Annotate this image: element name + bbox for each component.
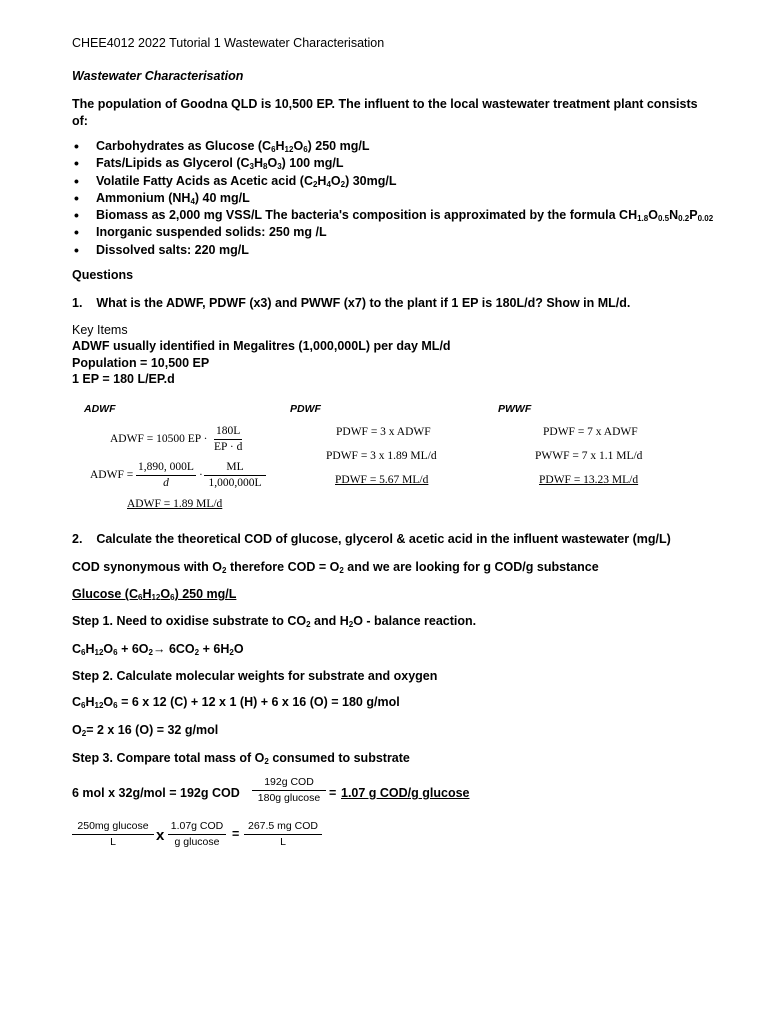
subscript: 12	[151, 593, 161, 602]
item-text: O	[293, 139, 304, 153]
item-text: Dissolved salts: 220 mg/L	[96, 242, 249, 257]
text: O	[103, 642, 114, 656]
pdwf-heading: PDWF	[290, 403, 321, 415]
adwf-heading: ADWF	[84, 403, 116, 415]
list-item	[72, 207, 713, 224]
list-item	[72, 224, 713, 241]
glucose-molecular-weight	[72, 695, 400, 709]
adwf-eq2-fraction-2	[204, 460, 266, 491]
subscript: 12	[284, 145, 294, 154]
section-title: Wastewater Characterisation	[72, 69, 244, 83]
adwf-eq1-fraction	[214, 424, 242, 455]
item-text: P	[689, 208, 698, 223]
subscript: 0.5	[657, 214, 670, 224]
intro-line-1: The population of Goodna QLD is 10,500 EP. The influent to the local wastewater treatment plant consists	[72, 97, 698, 111]
item-text: H	[253, 156, 263, 171]
item-text: ) 30mg/L	[345, 173, 397, 188]
text: O	[160, 587, 171, 601]
subscript: 1.8	[637, 214, 649, 224]
calc-1-result: 1.07 g COD/g glucose	[341, 786, 470, 800]
item-text: ) 100 mg/L	[281, 156, 344, 171]
subscript: 2	[148, 648, 153, 657]
adwf-result: ADWF = 1.89 ML/d	[127, 498, 223, 510]
text: O	[72, 723, 82, 737]
subscript: 6	[170, 593, 175, 602]
item-text: Volatile Fatty Acids as Acetic acid (C	[96, 173, 313, 188]
item-text: ) 40 mg/L	[194, 190, 250, 205]
text: = 6 x 12 (C) + 12 x 1 (H) + 6 x 16 (O) = 180 g/mol	[117, 695, 400, 709]
numerator: 180L	[214, 424, 242, 440]
text: H	[142, 587, 152, 601]
text: H	[85, 695, 95, 709]
subscript: 3	[277, 162, 282, 172]
item-text: Ammonium (NH	[96, 190, 191, 205]
oxidation-reaction	[72, 642, 244, 656]
question-1: 1. What is the ADWF, PDWF (x3) and PWWF (x7) to the plant if 1 EP is 180L/d? Show in ML/d.	[72, 296, 631, 310]
multiply-sign: x	[156, 827, 165, 844]
adwf-eq2-fraction-1	[136, 460, 196, 491]
adwf-eq2-lhs: ADWF =	[90, 469, 134, 481]
subscript: 2	[339, 566, 344, 575]
text: O	[233, 642, 244, 656]
cod-definition	[72, 560, 599, 574]
numerator: 1,890, 000L	[136, 460, 196, 476]
subscript: 2	[306, 620, 311, 629]
subscript: 4	[190, 196, 195, 206]
multiply-dot: ·	[199, 469, 203, 481]
denominator: EP · d	[214, 441, 243, 453]
subscript: 6	[81, 701, 86, 710]
document-header: CHEE4012 2022 Tutorial 1 Wastewater Characterisation	[72, 36, 385, 50]
pwwf-eq1: PDWF = 7 x ADWF	[543, 426, 638, 438]
item-text: ) 250 mg/L	[307, 139, 370, 153]
item-text: O	[330, 173, 341, 188]
glucose-heading	[72, 587, 236, 601]
item-text: N	[669, 208, 679, 223]
text: and we are looking for g COD/g substance	[343, 560, 599, 574]
text: = 2 x 16 (O) = 32 g/mol	[86, 723, 219, 737]
equals-sign: =	[232, 827, 240, 841]
key-item-1: ADWF usually identified in Megalitres (1,000,000L) per day ML/d	[72, 339, 451, 353]
subscript: 0.02	[697, 214, 714, 224]
text: + 6H	[199, 642, 230, 656]
text: Step 3. Compare total mass of O	[72, 751, 265, 765]
denominator: g glucose	[174, 836, 220, 848]
subscript: 2	[348, 620, 354, 629]
subscript: 2	[229, 648, 234, 657]
numerator: 1.07g COD	[168, 819, 226, 835]
step-1	[72, 614, 476, 628]
step-2: Step 2. Calculate molecular weights for substrate and oxygen	[72, 669, 438, 683]
subscript: 2	[222, 566, 227, 575]
denominator: 1,000,000L	[208, 477, 262, 489]
subscript: 6	[271, 145, 276, 154]
oxygen-molecular-weight	[72, 723, 218, 737]
text: C	[72, 642, 82, 656]
pdwf-eq2: PDWF = 3 x 1.89 ML/d	[326, 450, 437, 462]
text: H	[85, 642, 95, 656]
list-item	[72, 242, 713, 259]
numerator: ML	[204, 460, 266, 476]
subscript: 12	[94, 701, 104, 710]
numerator: 250mg glucose	[72, 819, 154, 835]
item-text: H	[317, 173, 327, 188]
text: and H	[310, 614, 349, 628]
pwwf-result: PDWF = 13.23 ML/d	[539, 474, 639, 486]
subscript: 0.2	[678, 214, 690, 224]
item-text: Inorganic suspended solids: 250 mg /L	[96, 225, 327, 240]
calc-1-fraction	[252, 775, 326, 806]
text: COD synonymous with O	[72, 560, 223, 574]
equals-sign: =	[329, 786, 337, 800]
adwf-eq1-lhs: ADWF = 10500 EP ·	[110, 433, 208, 445]
text: Glucose (C	[72, 587, 138, 601]
numerator: 267.5 mg COD	[244, 819, 322, 835]
key-item-3: 1 EP = 180 L/EP.d	[72, 372, 175, 386]
pwwf-eq2: PWWF = 7 x 1.1 ML/d	[535, 450, 643, 462]
key-items-heading: Key Items	[72, 323, 128, 337]
subscript: 6	[138, 593, 143, 602]
item-text: Biomass as 2,000 mg VSS/L The bacteria's composition is approximated by the formula CH	[96, 208, 638, 223]
denominator: L	[280, 836, 286, 848]
calc-2-fraction-3	[244, 819, 322, 850]
subscript: 12	[94, 648, 104, 657]
influent-component-list	[72, 138, 713, 259]
subscript: 6	[303, 145, 308, 154]
pdwf-eq1: PDWF = 3 x ADWF	[336, 426, 431, 438]
subscript: 6	[113, 648, 118, 657]
pdwf-result: PDWF = 5.67 ML/d	[335, 474, 429, 486]
denominator: L	[110, 836, 116, 848]
text: consumed to substrate	[268, 751, 410, 765]
denominator: 180g glucose	[257, 792, 321, 804]
intro-line-2: of:	[72, 114, 88, 128]
numerator: 192g COD	[252, 775, 326, 791]
questions-heading: Questions	[72, 268, 134, 282]
pwwf-heading: PWWF	[498, 403, 532, 415]
text: 6CO	[165, 642, 195, 656]
subscript: 4	[326, 179, 331, 189]
subscript: 2	[340, 179, 346, 189]
subscript: 2	[194, 648, 200, 657]
question-2: 2. Calculate the theoretical COD of glucose, glycerol & acetic acid in the influent wastewater (mg/L)	[72, 532, 671, 546]
text: therefore COD = O	[226, 560, 340, 574]
calc-2-fraction-1	[72, 819, 154, 850]
subscript: 3	[249, 162, 254, 172]
text: O - balance reaction.	[353, 614, 477, 628]
step-3	[72, 751, 410, 765]
subscript: 6	[113, 701, 118, 710]
denominator: d	[163, 477, 169, 489]
text: + 6O	[117, 642, 149, 656]
list-item	[72, 173, 713, 190]
item-text: H	[275, 139, 285, 153]
list-item	[72, 155, 713, 172]
subscript: 6	[81, 648, 86, 657]
subscript: 2	[81, 729, 87, 738]
item-text: Carbohydrates as Glucose (C	[96, 139, 272, 153]
subscript: 2	[264, 757, 269, 766]
calc-2-fraction-2	[168, 819, 226, 850]
subscript: 8	[263, 162, 268, 172]
calc-1-lhs: 6 mol x 32g/mol = 192g COD	[72, 786, 240, 800]
item-text: Fats/Lipids as Glycerol (C	[96, 156, 250, 171]
text: Step 1. Need to oxidise substrate to CO	[72, 614, 307, 628]
subscript: 2	[312, 179, 318, 189]
text: ) 250 mg/L	[174, 587, 237, 601]
list-item	[72, 138, 713, 155]
key-item-2: Population = 10,500 EP	[72, 356, 210, 370]
item-text: O	[648, 208, 658, 223]
text: O	[103, 695, 114, 709]
text: C	[72, 695, 82, 709]
arrow-icon: →	[152, 642, 166, 656]
list-item	[72, 190, 713, 207]
item-text: O	[267, 156, 278, 171]
